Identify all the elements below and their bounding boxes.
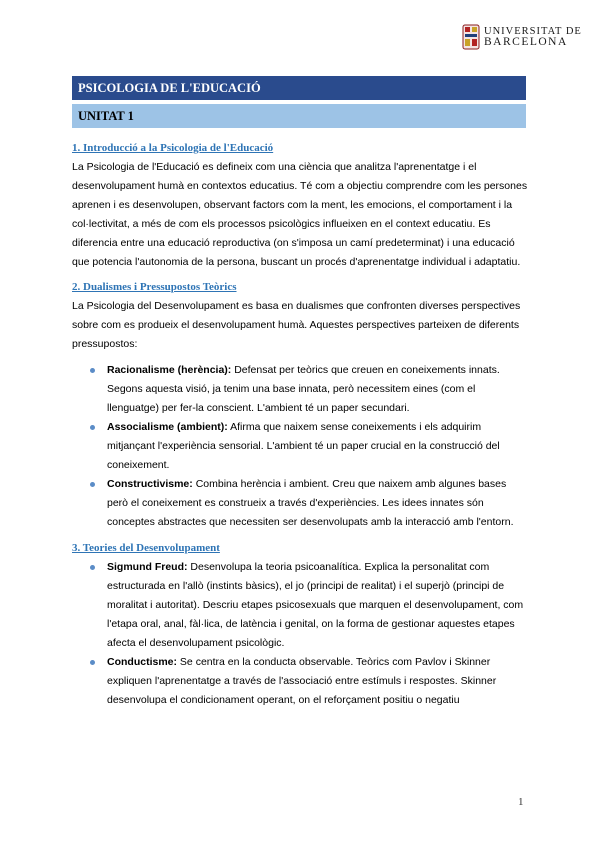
bullet-term: Associalisme (ambient): bbox=[107, 421, 228, 433]
bullet-list bbox=[72, 558, 528, 710]
bullet-text: Desenvolupa la teoria psicoanalítica. Explica la personalitat com estructurada en l'allò (instints bàsics), el jo (principi de realitat) i el superjò (principi de moralitat i autoritat). Descriu etapes psicosexuals que marquen el desenvolupament, com l'etapa oral, anal, fàl·lica, de latència i genital, on la forma de gestionar aquestes etapes afecta el desenvolupament psicològic. bbox=[107, 561, 524, 649]
bullet-term: Sigmund Freud: bbox=[107, 561, 188, 573]
unit-title-bar: UNITAT 1 bbox=[72, 104, 526, 128]
list-item bbox=[72, 558, 528, 653]
bullet-icon bbox=[90, 482, 95, 487]
section-paragraph: La Psicologia de l'Educació es defineix com una ciència que analitza l'aprenentatge i el desenvolupament humà en contextos educatius. Té com a objectiu comprendre com les persones aprenen i es desenvolupen, observant factors com la ment, les emocions, el comportament i la col·lectivitat, a més de com els processos psicològics influeixen en el context educatiu. Es diferencia entre una educació reproductiva (on s'imposa un camí predeterminat) i una educació que potencia l'autonomia de la persona, buscant un procés d'aprenentatge individual i adaptatiu. bbox=[72, 161, 528, 268]
university-seal-icon bbox=[462, 24, 480, 50]
bullet-text: Combina herència i ambient. Creu que naixem amb algunes bases però el coneixement es construeix a través d'experiències. Les idees innates són conceptes abstractes que necessiten ser desenvolupats amb la interacció amb l'entorn. bbox=[107, 478, 514, 528]
bullet-text: Afirma que naixem sense coneixements i els adquirim mitjançant l'experiència sensorial. L'ambient té un paper crucial en la construcció del coneixement. bbox=[107, 421, 500, 471]
section-paragraph: La Psicologia del Desenvolupament es basa en dualismes que confronten diverses perspectives sobre com es produeix el desenvolupament humà. Aquestes perspectives parteixen de diferents pressupostos: bbox=[72, 300, 521, 350]
list-item bbox=[72, 361, 528, 418]
bullet-icon bbox=[90, 565, 95, 570]
document-body bbox=[72, 140, 528, 718]
document-title-bar: PSICOLOGIA DE L'EDUCACIÓ bbox=[72, 76, 526, 100]
bullet-text: Se centra en la conducta observable. Teòrics com Pavlov i Skinner expliquen l'aprenentatge a través de l'associació entre estímuls i respostes. Skinner desenvolupa el condicionament operant, on el reforçament positiu o negatiu bbox=[107, 656, 497, 706]
logo-line1: UNIVERSITAT DE bbox=[484, 26, 582, 37]
bullet-term: Racionalisme (herència): bbox=[107, 364, 232, 376]
section-heading: 2. Dualismes i Pressupostos Teòrics bbox=[72, 281, 237, 293]
section-heading: 3. Teories del Desenvolupament bbox=[72, 542, 220, 554]
bullet-list bbox=[72, 361, 528, 532]
bullet-term: Conductisme: bbox=[107, 656, 178, 668]
university-logo bbox=[462, 24, 582, 50]
bullet-text: Defensat per teòrics que creuen en coneixements innats. Segons aquesta visió, ja tenim una base innata, però necessitem eines (com el llenguatge) per fer-la conscient. L'ambient té un paper secundari. bbox=[107, 364, 500, 414]
bullet-icon bbox=[90, 425, 95, 430]
list-item bbox=[72, 653, 528, 710]
list-item bbox=[72, 475, 528, 532]
page-number: 1 bbox=[518, 796, 524, 808]
list-item bbox=[72, 418, 528, 475]
section-heading: 1. Introducció a la Psicologia de l'Educació bbox=[72, 142, 274, 154]
bullet-term: Constructivisme: bbox=[107, 478, 193, 490]
bullet-icon bbox=[90, 368, 95, 373]
logo-line2: BARCELONA bbox=[484, 36, 568, 48]
bullet-icon bbox=[90, 660, 95, 665]
